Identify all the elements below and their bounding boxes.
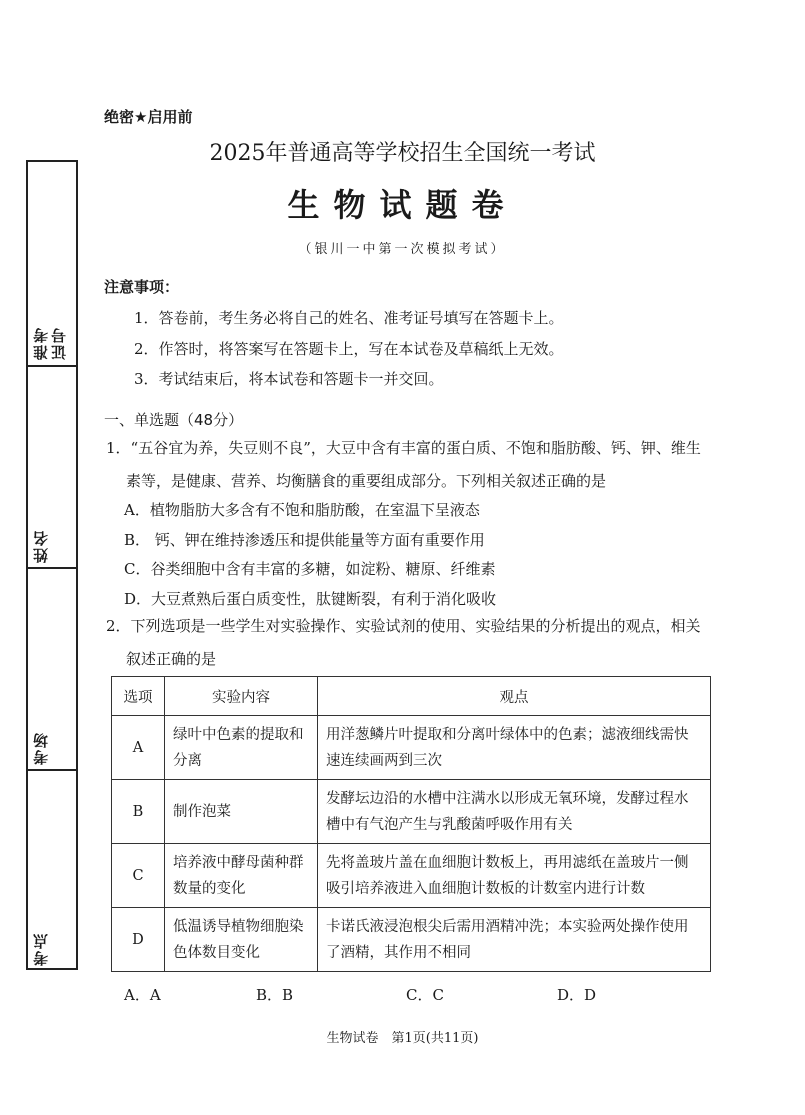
table-cell-view: 先将盖玻片盖在血细胞计数板上，再用滤纸在盖玻片一侧吸引培养液进入血细胞计数板的计数室内进行计数 [318,844,711,908]
table-header: 观点 [318,677,711,716]
q2-answer-b: B．B [256,986,294,1004]
table-row [112,844,711,908]
exam-subtitle: （银川一中第一次模拟考试） [298,242,507,257]
table-cell-content: 制作泡菜 [165,780,318,844]
strip-divider [28,567,76,569]
table-cell-option: D [112,908,165,972]
table-header-row [112,677,711,716]
table-cell-option: A [112,716,165,780]
strip-label-name: 姓名 [32,529,50,563]
table-cell-content: 绿叶中色素的提取和分离 [165,716,318,780]
q1-option-a: A．植物脂肪大多含有不饱和脂肪酸，在室温下呈液态 [124,501,480,519]
table-header: 选项 [112,677,165,716]
strip-label-site: 考点 [32,932,50,966]
q2-stem-cont: 叙述正确的是 [126,650,217,668]
strip-divider [28,769,76,771]
q1-stem-cont: 素等，是健康、营养、均衡膳食的重要组成部分。下列相关叙述正确的是 [126,472,607,490]
table-row [112,716,711,780]
secret-mark: 绝密★启用前 [104,108,193,126]
q2-answer-d: D．D [557,986,597,1004]
notice-item: 1．答卷前，考生务必将自己的姓名、准考证号填写在答题卡上。 [134,309,564,327]
strip-divider [28,365,76,367]
q2-answer-a: A．A [124,986,161,1004]
table-header: 实验内容 [165,677,318,716]
q1-option-d: D．大豆煮熟后蛋白质变性，肽键断裂，有利于消化吸收 [124,590,497,608]
q1-option-b: B． 钙、钾在维持渗透压和提供能量等方面有重要作用 [124,531,485,549]
q1-stem: 1．“五谷宜为养，失豆则不良”，大豆中含有丰富的蛋白质、不饱和脂肪酸、钙、钾、维生 [106,439,701,457]
q2-stem: 2．下列选项是一些学生对实验操作、实验试剂的使用、实验结果的分析提出的观点，相关 [106,617,701,635]
table-cell-view: 发酵坛边沿的水槽中注满水以形成无氧环境，发酵过程水槽中有气泡产生与乳酸菌呼吸作用有关 [318,780,711,844]
subject-title: 生物试题卷 [287,186,518,224]
table-cell-option: C [112,844,165,908]
table-row [112,780,711,844]
table-cell-option: B [112,780,165,844]
table-cell-view: 卡诺氏液浸泡根尖后需用酒精冲洗；本实验两处操作使用了酒精，其作用不相同 [318,908,711,972]
table-row [112,908,711,972]
q1-option-c: C．谷类细胞中含有丰富的多糖，如淀粉、糖原、纤维素 [124,560,496,578]
strip-label-exam-id: 准考证号 [32,326,68,360]
page-footer: 生物试卷 第1页(共11页) [326,1031,479,1046]
binding-strip [26,160,78,970]
notice-heading: 注意事项： [104,278,180,296]
table-cell-view: 用洋葱鳞片叶提取和分离叶绿体中的色素；滤液细线需快速连续画两到三次 [318,716,711,780]
table-cell-content: 低温诱导植物细胞染色体数目变化 [165,908,318,972]
section-heading: 一、单选题（48分） [104,411,244,429]
exam-title: 2025年普通高等学校招生全国统一考试 [209,141,596,166]
table-cell-content: 培养液中酵母菌种群数量的变化 [165,844,318,908]
q2-answer-c: C．C [406,986,444,1004]
notice-item: 3．考试结束后，将本试卷和答题卡一并交回。 [134,370,444,388]
strip-label-room: 考场 [32,731,50,765]
experiment-table [111,676,711,972]
notice-item: 2．作答时，将答案写在答题卡上，写在本试卷及草稿纸上无效。 [134,340,564,358]
